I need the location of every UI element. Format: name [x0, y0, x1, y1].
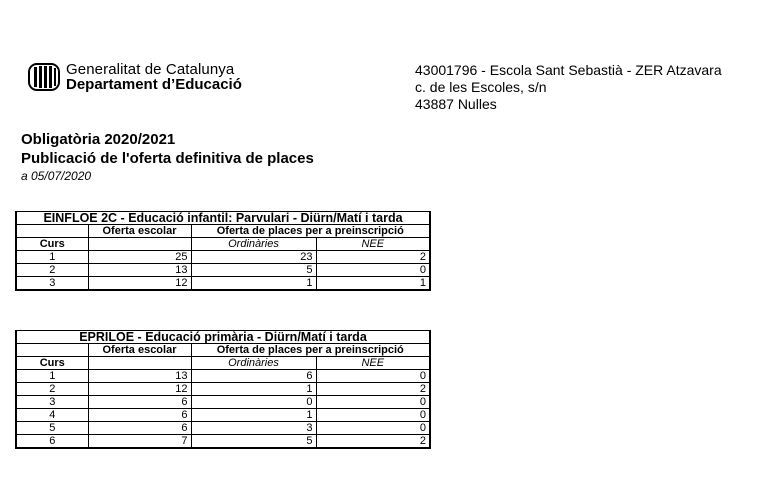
- col-places: Oferta de places per a preinscripció: [191, 225, 430, 238]
- page-subtitle: Publicació de l'oferta definitiva de places: [21, 150, 314, 167]
- col-nee: NEE: [316, 238, 430, 251]
- senyera-bars-icon: [28, 63, 60, 91]
- col-ordinary: Ordinàries: [191, 357, 316, 370]
- col-offer: Oferta escolar: [88, 344, 191, 357]
- logo-line-2: Departament d’Educació: [66, 76, 242, 93]
- table-row: 5 6 3 0: [16, 422, 430, 435]
- table-row: 1 25 23 2: [16, 251, 430, 264]
- col-ordinary: Ordinàries: [191, 238, 316, 251]
- table-row: 3 12 1 1: [16, 277, 430, 291]
- col-places: Oferta de places per a preinscripció: [191, 344, 430, 357]
- school-street: c. de les Escoles, s/n: [415, 79, 547, 95]
- table-row: 6 7 5 2: [16, 435, 430, 449]
- generalitat-logo: [28, 62, 242, 92]
- publication-date: a 05/07/2020: [21, 169, 92, 183]
- col-course: Curs: [16, 238, 88, 251]
- school-address: [415, 62, 722, 113]
- table-row: 2 13 5 0: [16, 264, 430, 277]
- school-name: 43001796 - Escola Sant Sebastià - ZER Atzavara: [415, 62, 722, 78]
- table-title: EINFLOE 2C - Educació infantil: Parvulari - Diürn/Matí i tarda: [16, 212, 430, 225]
- table-row: 4 6 1 0: [16, 409, 430, 422]
- col-offer: Oferta escolar: [88, 225, 191, 238]
- school-city: 43887 Nulles: [415, 96, 497, 112]
- offer-table-primaria: [15, 330, 431, 449]
- page-heading: [21, 130, 314, 184]
- table-row: 2 12 1 2: [16, 383, 430, 396]
- col-course: Curs: [16, 357, 88, 370]
- page-title: Obligatòria 2020/2021: [21, 131, 176, 148]
- table-row: 1 13 6 0: [16, 370, 430, 383]
- logo-line-1: Generalitat de Catalunya: [66, 61, 235, 78]
- table-row: 3 6 0 0: [16, 396, 430, 409]
- offer-table-infantil: [15, 211, 431, 291]
- table-title: EPRILOE - Educació primària - Diürn/Matí i tarda: [16, 331, 430, 344]
- col-nee: NEE: [316, 357, 430, 370]
